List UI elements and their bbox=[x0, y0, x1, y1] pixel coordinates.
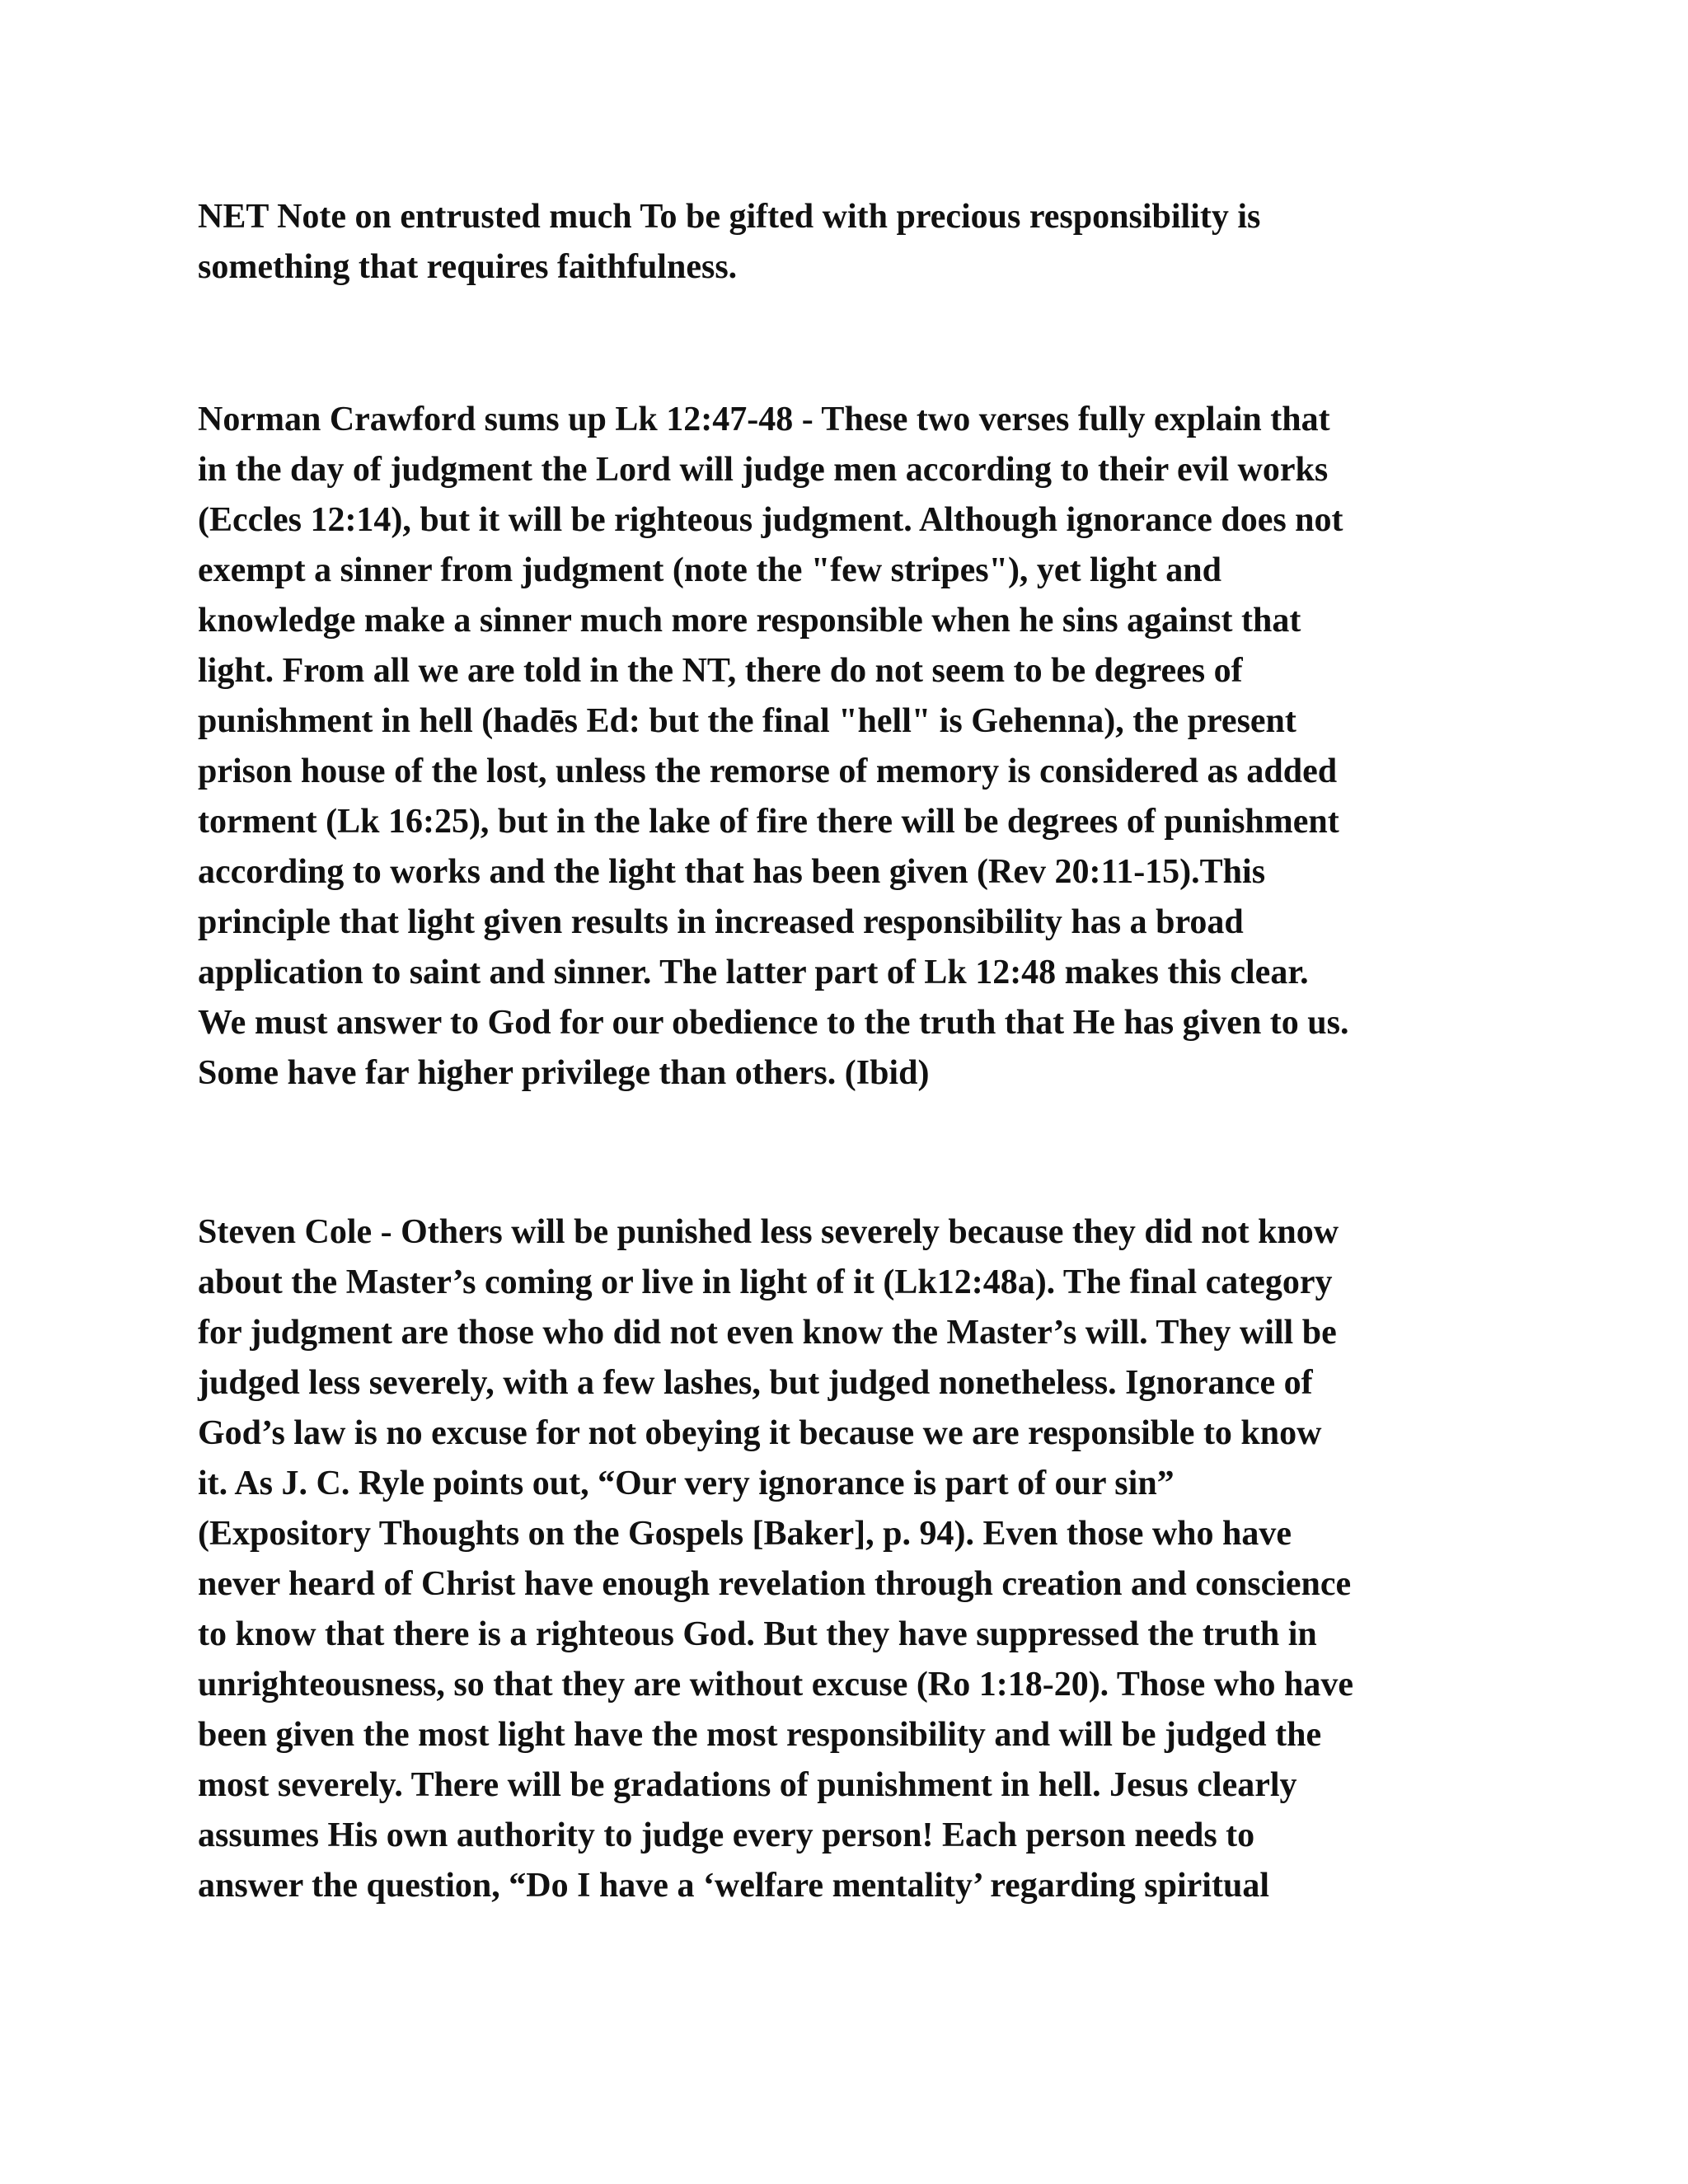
paragraph-line: Steven Cole - Others will be punished less severely because they did not know bbox=[198, 1213, 1339, 1251]
paragraph-line: punishment in hell (hadēs Ed: but the final "hell" is Gehenna), the present bbox=[198, 702, 1296, 740]
paragraph-line: knowledge make a sinner much more responsible when he sins against that bbox=[198, 602, 1301, 640]
paragraph-line: answer the question, “Do I have a ‘welfare mentality’ regarding spiritual bbox=[198, 1867, 1269, 1905]
paragraph-line: been given the most light have the most responsibility and will be judged the bbox=[198, 1716, 1322, 1754]
paragraph-line: prison house of the lost, unless the remorse of memory is considered as added bbox=[198, 752, 1338, 790]
paragraph-line: application to saint and sinner. The latter part of Lk 12:48 makes this clear. bbox=[198, 954, 1309, 991]
paragraph-line: to know that there is a righteous God. But they have suppressed the truth in bbox=[198, 1615, 1317, 1653]
net-note-paragraph bbox=[198, 192, 1566, 293]
cole-paragraph bbox=[198, 1207, 1566, 1911]
paragraph-line: assumes His own authority to judge every person! Each person needs to bbox=[198, 1816, 1255, 1854]
paragraph-line: torment (Lk 16:25), but in the lake of fire there will be degrees of punishment bbox=[198, 803, 1339, 841]
paragraph-line: NET Note on entrusted much To be gifted with precious responsibility is bbox=[198, 198, 1261, 236]
paragraph-line: for judgment are those who did not even know the Master’s will. They will be bbox=[198, 1314, 1337, 1352]
paragraph-line: unrighteousness, so that they are without excuse (Ro 1:18-20). Those who have bbox=[198, 1666, 1353, 1704]
paragraph-line: principle that light given results in increased responsibility has a broad bbox=[198, 903, 1244, 941]
paragraph-line: about the Master’s coming or live in light of it (Lk12:48a). The final category bbox=[198, 1263, 1333, 1301]
paragraph-line: We must answer to God for our obedience to the truth that He has given to us. bbox=[198, 1004, 1349, 1042]
paragraph-line: something that requires faithfulness. bbox=[198, 248, 738, 286]
paragraph-line: exempt a sinner from judgment (note the "few stripes"), yet light and bbox=[198, 551, 1221, 589]
paragraph-line: judged less severely, with a few lashes, but judged nonetheless. Ignorance of bbox=[198, 1364, 1313, 1402]
paragraph-line: Some have far higher privilege than others. (Ibid) bbox=[198, 1054, 930, 1092]
paragraph-line: it. As J. C. Ryle points out, “Our very ignorance is part of our sin” bbox=[198, 1465, 1175, 1502]
crawford-paragraph bbox=[198, 395, 1566, 1099]
paragraph-line: most severely. There will be gradations of punishment in hell. Jesus clearly bbox=[198, 1766, 1297, 1804]
paragraph-line: God’s law is no excuse for not obeying it because we are responsible to know bbox=[198, 1414, 1322, 1452]
paragraph-line: never heard of Christ have enough revelation through creation and conscience bbox=[198, 1565, 1352, 1603]
paragraph-line: in the day of judgment the Lord will judge men according to their evil works bbox=[198, 451, 1329, 489]
paragraph-line: Norman Crawford sums up Lk 12:47-48 - These two verses fully explain that bbox=[198, 401, 1330, 438]
paragraph-line: (Eccles 12:14), but it will be righteous judgment. Although ignorance does not bbox=[198, 501, 1343, 539]
paragraph-line: (Expository Thoughts on the Gospels [Baker], p. 94). Even those who have bbox=[198, 1515, 1292, 1553]
paragraph-line: according to works and the light that has been given (Rev 20:11-15).This bbox=[198, 853, 1266, 891]
paragraph-line: light. From all we are told in the NT, there do not seem to be degrees of bbox=[198, 652, 1243, 690]
